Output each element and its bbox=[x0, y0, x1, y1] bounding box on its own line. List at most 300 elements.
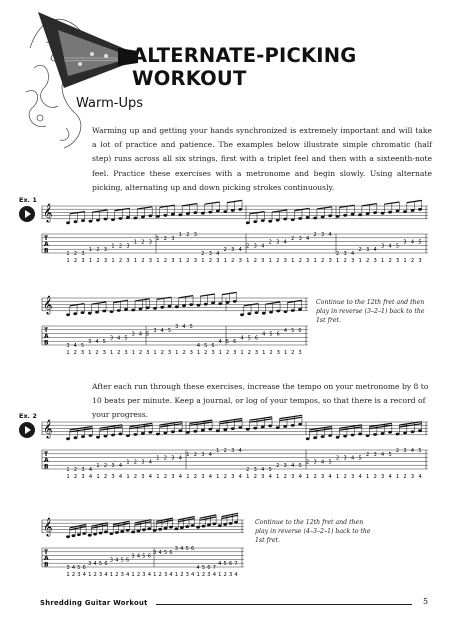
tab-number: 6 bbox=[233, 339, 237, 346]
note-head bbox=[126, 216, 130, 219]
fingering-number: 4 bbox=[208, 474, 213, 480]
fingering-number: 1 bbox=[336, 474, 340, 480]
tab-number: 1 bbox=[96, 463, 100, 470]
fingering-number: 1 bbox=[66, 572, 70, 578]
fingering-number: 1 bbox=[283, 350, 288, 356]
note-head bbox=[66, 313, 70, 316]
tab-number: 2 bbox=[395, 448, 400, 454]
note-head bbox=[283, 425, 287, 428]
note-head bbox=[255, 311, 259, 314]
tab-number: 4 bbox=[373, 247, 377, 254]
tab-number: 4 bbox=[380, 451, 385, 458]
tab-number: 4 bbox=[158, 549, 162, 556]
tab-number: 4 bbox=[71, 565, 76, 571]
fingering-number: 1 bbox=[153, 350, 157, 356]
fingering-number: 2 bbox=[71, 572, 76, 578]
note-head bbox=[182, 304, 186, 307]
tab-number: 3 bbox=[193, 232, 197, 238]
tab-number: 6 bbox=[228, 561, 233, 568]
fingering-number: 3 bbox=[350, 474, 355, 480]
note-head bbox=[66, 221, 70, 224]
note-head bbox=[178, 429, 182, 432]
fingering-number: 2 bbox=[186, 258, 190, 264]
fingering-number: 2 bbox=[253, 474, 257, 480]
fingering-number: 2 bbox=[138, 350, 143, 356]
note-head bbox=[147, 527, 151, 530]
tab-number: 6 bbox=[211, 343, 215, 349]
fingering-number: 1 bbox=[126, 474, 130, 480]
tab-number: 5 bbox=[163, 549, 168, 556]
note-head bbox=[82, 532, 86, 535]
fingering-number: 3 bbox=[283, 258, 287, 264]
note-head bbox=[403, 432, 407, 435]
note-head bbox=[306, 437, 310, 440]
fingering-number: 2 bbox=[231, 258, 235, 264]
tab-number: 3 bbox=[131, 553, 135, 560]
fingering-number: 4 bbox=[191, 572, 195, 578]
note-head bbox=[102, 310, 106, 313]
note-head bbox=[381, 212, 385, 215]
fingering-number: 3 bbox=[120, 572, 124, 578]
note-head bbox=[388, 431, 392, 434]
note-head bbox=[174, 527, 178, 530]
note-head bbox=[276, 219, 280, 222]
play-audio-button-ex2[interactable] bbox=[19, 422, 35, 438]
tab-number: 4 bbox=[136, 553, 141, 560]
note-head bbox=[111, 434, 115, 437]
note-head bbox=[298, 308, 302, 311]
tab-number: 5 bbox=[268, 467, 272, 473]
fingering-number: 2 bbox=[204, 350, 208, 356]
fingering-number: 3 bbox=[189, 350, 193, 356]
note-head bbox=[268, 220, 272, 223]
note-head bbox=[240, 313, 244, 316]
tab-number: 2 bbox=[163, 455, 167, 462]
note-head bbox=[388, 211, 392, 214]
tab-number: 5 bbox=[204, 343, 208, 349]
note-head bbox=[373, 433, 377, 436]
tab-number: 3 bbox=[343, 251, 347, 257]
note-head bbox=[261, 219, 265, 222]
tab-number: 4 bbox=[410, 239, 415, 246]
ex2-notation-system-2 bbox=[40, 508, 246, 594]
tab-number: 5 bbox=[298, 463, 302, 470]
note-head bbox=[186, 431, 190, 434]
note-head bbox=[321, 216, 325, 219]
fingering-number: 2 bbox=[95, 350, 99, 356]
note-head bbox=[164, 527, 168, 530]
fingering-number: 3 bbox=[111, 474, 115, 480]
tab-number: 3 bbox=[403, 448, 407, 454]
note-head bbox=[193, 430, 197, 433]
tab-number: 2 bbox=[73, 251, 78, 257]
fingering-number: 4 bbox=[169, 572, 173, 578]
note-head bbox=[403, 210, 407, 213]
tab-number: 3 bbox=[208, 251, 212, 257]
tab-number: 3 bbox=[88, 339, 92, 346]
fingering-number: 1 bbox=[262, 350, 266, 356]
tab-number: 5 bbox=[358, 455, 362, 462]
fingering-number: 1 bbox=[156, 474, 160, 480]
fingering-number: 2 bbox=[343, 258, 347, 264]
fingering-number: 3 bbox=[81, 474, 85, 480]
tab-number: 2 bbox=[365, 451, 370, 458]
tab-number: 1 bbox=[88, 247, 93, 254]
fingering-number: 4 bbox=[328, 474, 332, 480]
tab-number: 3 bbox=[343, 455, 347, 462]
treble-clef-icon: 𝄞 bbox=[43, 295, 53, 314]
note-head bbox=[223, 428, 227, 431]
fingering-number: 1 bbox=[174, 572, 179, 578]
tab-number: 3 bbox=[103, 247, 108, 254]
tab-label: T bbox=[44, 327, 49, 334]
note-head bbox=[343, 214, 347, 217]
tab-number: 3 bbox=[171, 455, 175, 462]
fingering-number: 1 bbox=[218, 350, 222, 356]
fingering-number: 3 bbox=[146, 350, 150, 356]
tab-number: 1 bbox=[66, 467, 70, 473]
fingering-number: 1 bbox=[268, 258, 272, 264]
tab-label: T bbox=[44, 451, 49, 458]
treble-clef-icon: 𝄞 bbox=[43, 419, 53, 438]
tab-number: 4 bbox=[117, 335, 121, 342]
fingering-number: 3 bbox=[103, 258, 108, 264]
note-head bbox=[77, 533, 81, 536]
tab-number: 3 bbox=[148, 239, 152, 246]
fingering-number: 3 bbox=[233, 350, 237, 356]
fingering-number: 3 bbox=[211, 350, 215, 356]
note-head bbox=[131, 309, 135, 312]
fingering-number: 2 bbox=[253, 258, 257, 264]
fingering-number: 4 bbox=[418, 474, 422, 480]
note-head bbox=[418, 208, 422, 211]
tab-number: 5 bbox=[120, 557, 124, 564]
tab-number: 5 bbox=[388, 451, 392, 458]
fingering-number: 1 bbox=[276, 474, 280, 480]
note-head bbox=[351, 213, 355, 216]
tab-number: 4 bbox=[350, 251, 355, 257]
tab-number: 3 bbox=[153, 327, 157, 334]
fingering-number: 1 bbox=[403, 258, 407, 264]
note-head bbox=[104, 435, 108, 438]
fingering-number: 1 bbox=[365, 474, 370, 480]
fingering-number: 3 bbox=[141, 474, 145, 480]
note-head bbox=[72, 534, 76, 537]
fingering-number: 2 bbox=[73, 350, 77, 356]
tab-number: 4 bbox=[115, 557, 119, 564]
play-audio-button-ex1[interactable] bbox=[19, 206, 35, 222]
tab-number: 1 bbox=[178, 232, 182, 238]
tab-number: 2 bbox=[223, 247, 227, 254]
tab-number: 3 bbox=[231, 247, 235, 254]
note-head bbox=[246, 221, 250, 224]
note-head bbox=[231, 209, 235, 212]
note-head bbox=[336, 436, 340, 439]
tab-label: A bbox=[44, 333, 49, 341]
fingering-number: 1 bbox=[196, 572, 200, 578]
tab-number: 4 bbox=[180, 546, 184, 552]
fingering-number: 2 bbox=[223, 474, 227, 480]
note-head bbox=[276, 310, 280, 313]
tab-number: 2 bbox=[268, 239, 272, 246]
note-head bbox=[141, 432, 145, 435]
tab-number: 3 bbox=[231, 448, 235, 454]
note-head bbox=[373, 211, 377, 214]
fingering-number: 2 bbox=[73, 474, 78, 480]
tab-number: 1 bbox=[156, 235, 160, 242]
fingering-number: 2 bbox=[283, 474, 287, 480]
tab-number: 4 bbox=[196, 565, 200, 571]
note-head bbox=[226, 301, 230, 304]
tab-number: 2 bbox=[103, 463, 108, 470]
fingering-number: 1 bbox=[111, 258, 115, 264]
tab-number: 2 bbox=[313, 232, 317, 238]
tab-number: 4 bbox=[283, 239, 287, 246]
fingering-number: 3 bbox=[418, 258, 422, 264]
tab-number: 3 bbox=[109, 335, 114, 342]
fingering-number: 2 bbox=[208, 258, 213, 264]
note-head bbox=[336, 215, 340, 218]
fingering-number: 3 bbox=[321, 474, 325, 480]
fingering-number: 2 bbox=[269, 350, 273, 356]
note-head bbox=[117, 309, 121, 312]
fingering-number: 1 bbox=[240, 350, 244, 356]
note-head bbox=[115, 531, 119, 534]
note-head bbox=[191, 524, 195, 527]
fingering-number: 3 bbox=[298, 350, 302, 356]
fingering-number: 1 bbox=[133, 258, 138, 264]
ex2-continue-note: Continue to the 12th fret and then play in reverse (4–3–2–1) back to the 1st fret. bbox=[255, 519, 371, 544]
fingering-number: 3 bbox=[167, 350, 172, 356]
tab-number: 5 bbox=[124, 335, 128, 342]
tab-number: 4 bbox=[261, 243, 265, 250]
tab-number: 2 bbox=[133, 459, 137, 466]
tab-number: 3 bbox=[313, 459, 317, 466]
note-head bbox=[204, 303, 208, 306]
tab-number: 2 bbox=[73, 467, 78, 473]
note-head bbox=[268, 425, 272, 428]
tab-number: 4 bbox=[196, 343, 201, 349]
tab-number: 2 bbox=[193, 451, 197, 458]
tab-label: B bbox=[44, 561, 49, 569]
fingering-number: 1 bbox=[358, 258, 362, 264]
note-head bbox=[238, 426, 242, 429]
note-head bbox=[153, 307, 157, 310]
note-head bbox=[208, 211, 212, 214]
tab-number: 3 bbox=[283, 463, 287, 470]
note-head bbox=[306, 216, 310, 219]
fingering-number: 1 bbox=[66, 474, 70, 480]
note-head bbox=[158, 528, 162, 531]
fingering-number: 2 bbox=[163, 258, 168, 264]
tab-number: 2 bbox=[336, 455, 340, 462]
note-head bbox=[141, 216, 145, 219]
note-head bbox=[201, 212, 205, 215]
note-head bbox=[313, 436, 317, 439]
fingering-number: 3 bbox=[276, 350, 280, 356]
tab-label: A bbox=[44, 457, 49, 465]
note-head bbox=[119, 217, 123, 220]
tab-number: 4 bbox=[240, 335, 244, 342]
fingering-number: 3 bbox=[238, 258, 242, 264]
tab-number: 6 bbox=[276, 331, 280, 338]
fingering-number: 2 bbox=[136, 572, 141, 578]
tab-number: 3 bbox=[66, 343, 70, 349]
tab-number: 5 bbox=[418, 448, 422, 454]
tab-number: 3 bbox=[403, 239, 407, 246]
fingering-number: 2 bbox=[225, 350, 230, 356]
tab-number: 4 bbox=[95, 339, 99, 346]
note-head bbox=[153, 529, 157, 532]
note-head bbox=[119, 433, 123, 436]
note-head bbox=[110, 310, 114, 313]
note-head bbox=[186, 212, 190, 215]
note-head bbox=[216, 429, 220, 432]
note-head bbox=[291, 424, 295, 427]
note-head bbox=[328, 434, 332, 437]
fingering-number: 4 bbox=[234, 572, 238, 578]
fingering-number: 1 bbox=[96, 474, 100, 480]
tab-number: 3 bbox=[126, 243, 130, 250]
fingering-number: 1 bbox=[156, 258, 160, 264]
fingering-number: 3 bbox=[231, 474, 235, 480]
fingering-number: 3 bbox=[148, 258, 153, 264]
note-head bbox=[261, 426, 265, 429]
note-head bbox=[88, 534, 92, 537]
tab-number: 5 bbox=[418, 239, 422, 246]
fingering-number: 3 bbox=[98, 572, 103, 578]
note-head bbox=[88, 312, 92, 315]
note-head bbox=[238, 208, 242, 211]
tab-number: 4 bbox=[93, 561, 97, 568]
fingering-number: 1 bbox=[196, 350, 201, 356]
tab-number: 5 bbox=[98, 561, 103, 568]
tab-number: 6 bbox=[254, 335, 259, 342]
tab-number: 4 bbox=[118, 463, 123, 470]
tab-number: 1 bbox=[111, 243, 115, 250]
tab-number: 4 bbox=[283, 327, 288, 334]
tab-number: 3 bbox=[174, 546, 178, 552]
tab-number: 6 bbox=[298, 327, 302, 334]
fingering-number: 4 bbox=[238, 474, 242, 480]
note-head bbox=[202, 525, 206, 528]
tab-number: 6 bbox=[169, 549, 173, 556]
tab-number: 3 bbox=[373, 451, 377, 458]
fingering-number: 3 bbox=[207, 572, 211, 578]
tab-number: 3 bbox=[131, 331, 135, 338]
note-head bbox=[93, 533, 97, 536]
note-head bbox=[137, 530, 141, 533]
fingering-number: 3 bbox=[201, 474, 205, 480]
note-head bbox=[124, 308, 128, 311]
fingering-number: 2 bbox=[182, 350, 186, 356]
note-head bbox=[178, 213, 182, 216]
tab-number: 5 bbox=[395, 243, 400, 250]
tab-number: 3 bbox=[175, 324, 179, 330]
fingering-number: 3 bbox=[328, 258, 332, 264]
note-head bbox=[291, 309, 295, 312]
note-head bbox=[146, 306, 150, 309]
tab-label: A bbox=[44, 241, 49, 249]
note-head bbox=[291, 218, 295, 221]
fingering-number: 3 bbox=[80, 350, 85, 356]
tab-number: 7 bbox=[212, 565, 216, 571]
tab-number: 1 bbox=[66, 251, 70, 257]
fingering-number: 1 bbox=[380, 258, 385, 264]
note-head bbox=[218, 302, 222, 305]
tab-number: 2 bbox=[96, 247, 100, 254]
fingering-number: 3 bbox=[171, 474, 175, 480]
fingering-number: 3 bbox=[306, 258, 310, 264]
tab-number: 3 bbox=[380, 243, 385, 250]
fingering-number: 3 bbox=[261, 258, 265, 264]
tab-label: B bbox=[44, 247, 49, 255]
fingering-number: 4 bbox=[147, 572, 152, 578]
fingering-number: 3 bbox=[185, 572, 189, 578]
tab-number: 2 bbox=[358, 247, 362, 254]
tab-number: 5 bbox=[269, 331, 273, 338]
tab-number: 6 bbox=[191, 546, 195, 552]
fingering-number: 4 bbox=[126, 572, 130, 578]
tab-number: 4 bbox=[238, 247, 242, 254]
note-head bbox=[253, 427, 257, 430]
note-head bbox=[81, 435, 85, 438]
fingering-number: 3 bbox=[350, 258, 355, 264]
note-head bbox=[269, 311, 273, 314]
fingering-number: 4 bbox=[178, 474, 183, 480]
note-head bbox=[74, 436, 78, 439]
fingering-number: 3 bbox=[410, 474, 415, 480]
note-head bbox=[134, 433, 138, 436]
tab-number: 3 bbox=[66, 565, 70, 571]
note-head bbox=[163, 214, 167, 217]
tab-label: T bbox=[44, 549, 49, 556]
fingering-number: 1 bbox=[186, 474, 190, 480]
note-head bbox=[358, 213, 362, 216]
note-head bbox=[276, 426, 280, 429]
fingering-number: 2 bbox=[118, 258, 123, 264]
tab-number: 4 bbox=[182, 324, 186, 330]
fingering-number: 1 bbox=[291, 258, 295, 264]
fingering-number: 2 bbox=[160, 350, 164, 356]
footer-rule bbox=[156, 604, 412, 605]
tab-number: 3 bbox=[171, 235, 175, 242]
note-head bbox=[109, 532, 113, 535]
fingering-number: 2 bbox=[276, 258, 280, 264]
tab-number: 4 bbox=[73, 343, 77, 349]
fingering-number: 1 bbox=[109, 350, 114, 356]
tab-number: 3 bbox=[109, 557, 113, 564]
tab-number: 6 bbox=[207, 565, 211, 571]
fingering-number: 3 bbox=[216, 258, 220, 264]
tab-number: 3 bbox=[253, 243, 257, 250]
tab-number: 4 bbox=[216, 251, 220, 257]
fingering-number: 2 bbox=[193, 474, 198, 480]
tab-number: 5 bbox=[142, 553, 146, 560]
note-head bbox=[66, 535, 70, 538]
fingering-number: 4 bbox=[388, 474, 392, 480]
note-head bbox=[168, 305, 172, 308]
tab-number: 4 bbox=[238, 448, 242, 454]
note-head bbox=[223, 210, 227, 213]
fingering-number: 2 bbox=[365, 258, 370, 264]
treble-clef-icon: 𝄞 bbox=[43, 203, 53, 222]
fingering-number: 1 bbox=[246, 474, 250, 480]
tab-number: 4 bbox=[138, 331, 143, 338]
tab-number: 4 bbox=[291, 463, 295, 470]
tempo-paragraph: After each run through these exercises, increase the tempo on your metronome by 8 to 10 beats per minute. Keep a journal, or log of your tempos, so that there is a record of your progress. bbox=[92, 382, 429, 420]
note-head bbox=[126, 529, 130, 532]
